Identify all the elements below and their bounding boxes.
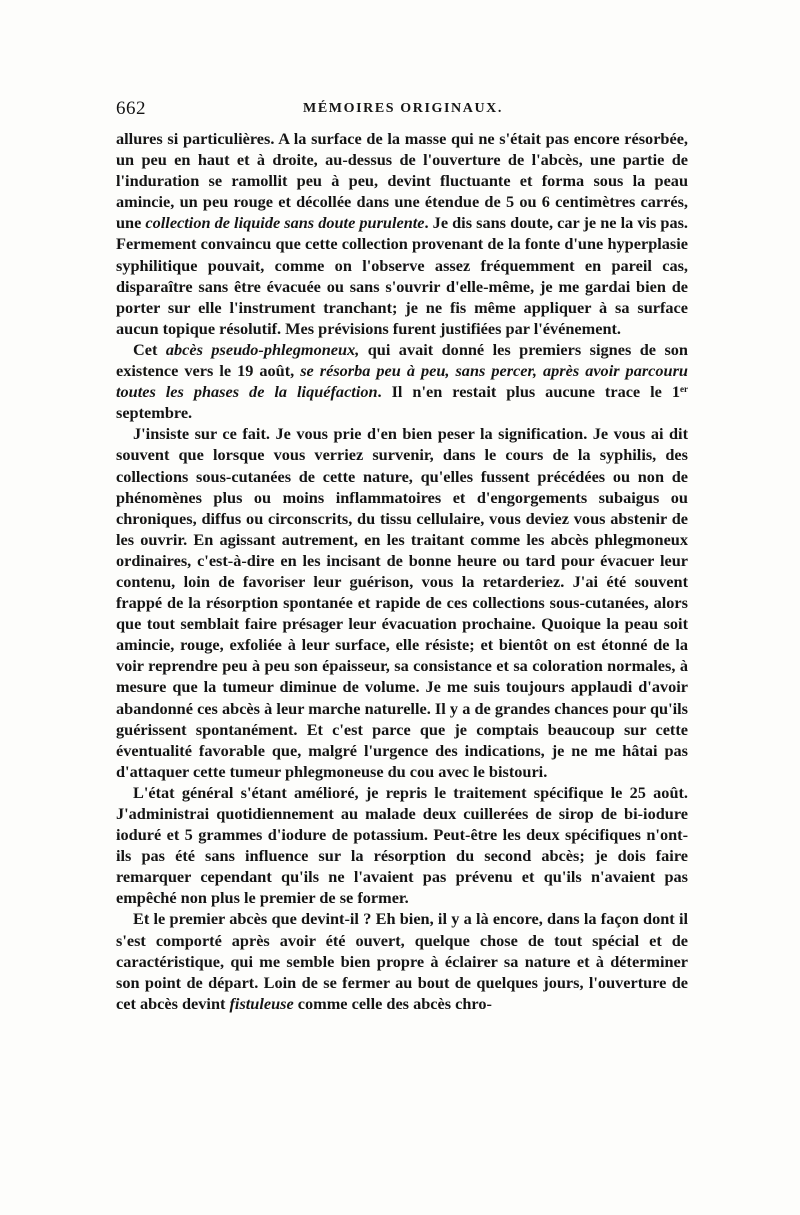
text-run: comme celle des abcès chro-: [293, 993, 492, 1013]
italic-phrase: se résorba peu à peu, sans percer, après avoir parcouru toutes les phases de la liquéfaction: [116, 361, 688, 402]
paragraph: [116, 782, 688, 909]
text-run: . Il n'en restait plus aucune trace le 1: [377, 382, 681, 402]
text-run: J'insiste sur ce fait. Je vous prie d'en bien peser la signification. Je vous ai dit souvent que lorsque vous verriez survenir, dans le cours de la syphilis, des collections sous-cutanées de cette nature, qu'elles fussent précédées ou non de phénomènes plus ou moins inflammatoires et d'engorgements subaigus ou chroniques, diffus ou circonscrits, du tissu cellulaire, vous deviez vous abstenir de les ouvrir. En agissant autrement, en les traitant comme les abcès phlegmoneux ordinaires, c'est-à-dire en les incisant de bonne heure ou tard pour évacuer leur contenu, loin de favoriser leur guérison, vous la retarderiez. J'ai été souvent frappé de la résorption spontanée et rapide de ces collections sous-cutanées, alors que tout semblait faire présager leur évacuation prochaine. Quoique la peau soit amincie, rouge, exfoliée à leur surface, elle résiste; et bientôt on est étonné de la voir reprendre peu à peu son épaisseur, sa consistance et sa coloration normales, à mesure que la tumeur diminue de volume. Je me suis toujours applaudi d'avoir abandonné ces abcès à leur marche naturelle. Il y a de grandes chances pour qu'ils guérissent spontanément. Et c'est parce que je comptais beaucoup sur cette éventualité favorable que, malgré l'urgence des indications, je ne me hâtai pas d'attaquer cette tumeur phlegmoneuse du cou avec le bistouri.: [116, 424, 688, 781]
text-run: L'état général s'étant amélioré, je repris le traitement spécifique le 25 août. J'administrai quotidiennement au malade deux cuillerées de sirop de bi-iodure ioduré et 5 grammes d'iodure de potassium. Peut-être les deux spécifiques n'ont-ils pas été sans influence sur la résorption du second abcès; je dois faire remarquer cependant qu'ils ne l'avaient pas prévenu et qu'ils n'avaient pas empêché non plus le premier de se former.: [116, 782, 688, 908]
paragraph: [116, 339, 688, 423]
paragraph: [116, 908, 688, 1013]
running-head: [116, 98, 690, 120]
paragraph: [116, 128, 688, 339]
paragraph: [116, 423, 688, 782]
text-run: . Je dis sans doute, car je ne la vis pas. Fermement convaincu que cette collection provenant de la fonte d'une hyperplasie syphilitique pouvait, comme on l'observe assez fréquemment en pareil cas, disparaître sans être évacuée ou sans s'ouvrir d'elle-même, je me gardai bien de porter sur elle l'instrument tranchant; je ne fis même appliquer à sa surface aucun topique résolutif. Mes prévisions furent justifiées par l'événement.: [116, 213, 688, 338]
text-run: Et le premier abcès que devint-il ? Eh bien, il y a là encore, dans la façon dont il s'est comporté après avoir été ouvert, quelque chose de tout spécial et de caractéristique, qui me semble bien propre à éclairer sa nature et à déterminer son point de départ. Loin de se fermer au bout de quelques jours, l'ouverture de cet abcès devint: [116, 909, 688, 1013]
superscript: er: [680, 384, 689, 395]
text-run: allures si particulières. A la surface de la masse qui ne s'était pas encore résorbée, un peu en haut et à droite, au-dessus de l'ouverture de l'abcès, une partie de l'induration se ramollit peu à peu, devint fluctuante et forma sous la peau amincie, un peu rouge et décollée dans une étendue de 5 ou 6 centimètres carrés, une: [116, 129, 688, 233]
running-title: MÉMOIRES ORIGINAUX.: [303, 101, 503, 116]
body-text: [116, 128, 688, 1014]
text-run: septembre.: [116, 403, 193, 423]
italic-phrase: abcès pseudo-phlegmoneux,: [165, 339, 360, 359]
italic-phrase: fistuleuse: [229, 993, 294, 1013]
italic-phrase: collection de liquide sans doute purulente: [145, 213, 425, 233]
text-run: qui avait donné les premiers signes de son existence vers le 19 août,: [116, 339, 688, 381]
text-run: Cet: [133, 339, 166, 359]
page-number: 662: [116, 98, 146, 119]
